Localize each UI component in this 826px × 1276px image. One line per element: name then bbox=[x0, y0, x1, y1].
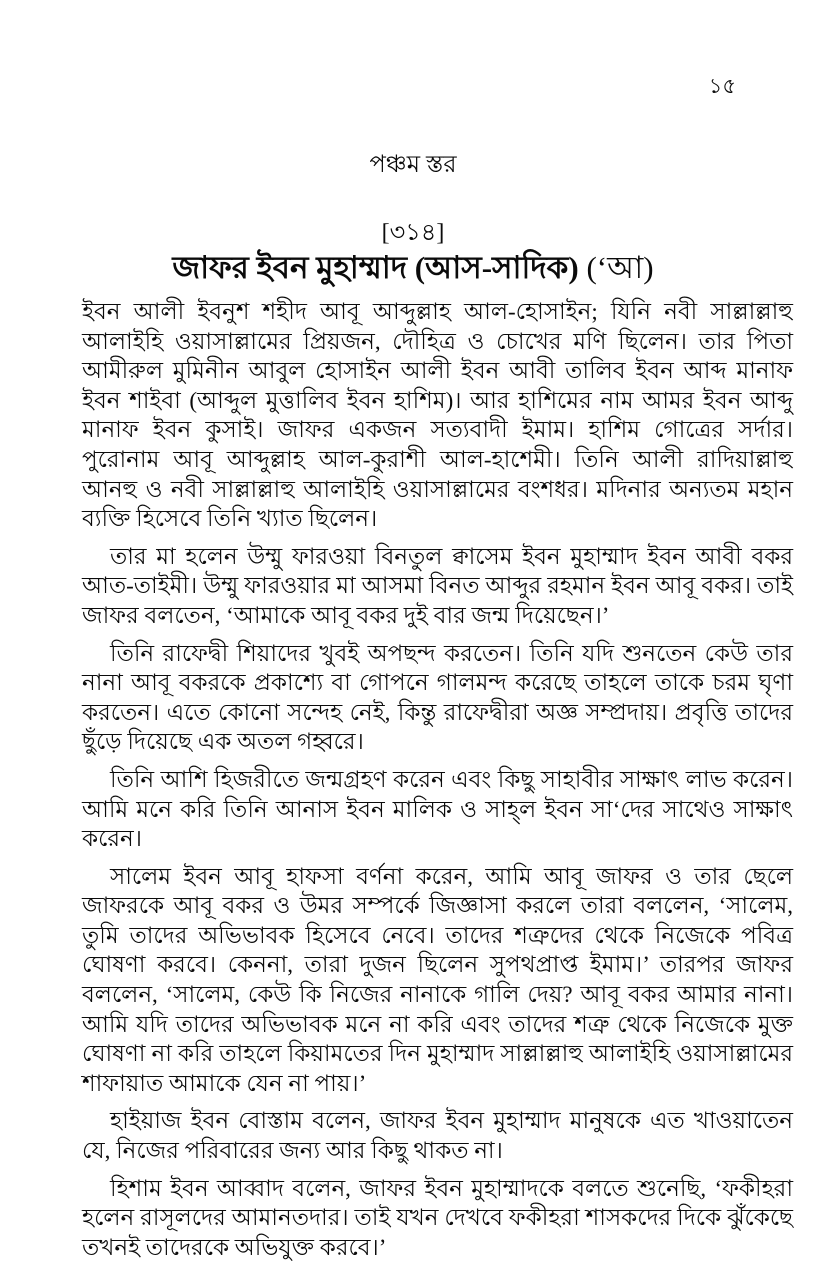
body-paragraph: তার মা হলেন উম্মু ফারওয়া বিনতুল ক্বাসেম ইবন মুহাম্মাদ ইবন আবী বকর আত-তাইমী। উম্মু ফারওয়ার মা আসমা বিনত আব্দুর রহমান ইবন আবূ বকর। তাই জাফর বলতেন, ‘আমাকে আবূ বকর দুই বার জন্ম দিয়েছেন।’ bbox=[82, 543, 793, 628]
entry-title bbox=[0, 247, 826, 289]
body-paragraph: হাইয়াজ ইবন বোস্তাম বলেন, জাফর ইবন মুহাম্মাদ মানুষকে এত খাওয়াতেন যে, নিজের পরিবারের জন্য আর কিছু থাকত না। bbox=[82, 1108, 793, 1164]
body-paragraph: ইবন আলী ইবনুশ শহীদ আবূ আব্দুল্লাহ আল-হোসাইন; যিনি নবী সাল্লাল্লাহু আলাইহি ওয়াসাল্লামের প্রিয়জন, দৌহিত্র ও চোখের মণি ছিলেন। তার পিতা আমীরুল মুমিনীন আবুল হোসাইন আলী ইবন আবী তালিব ইবন আব্দ মানাফ ইবন শাইবা (আব্দুল মুত্তালিব ইবন হাশিম)। আর হাশিমের নাম আমর ইবন আব্দু মানাফ ইবন কুসাই। জাফর একজন সত্যবাদী ইমাম। হাশিম গোত্রের সর্দার। পুরোনাম আবূ আব্দুল্লাহ আল-কুরাশী আল-হাশেমী। তিনি আলী রাদিয়াল্লাহু আনহু ও নবী সাল্লাল্লাহু আলাইহি ওয়াসাল্লামের বংশধর। মদিনার অন্যতম মহান ব্যক্তি হিসেবে তিনি খ্যাত ছিলেন। bbox=[82, 299, 793, 532]
body-paragraph: তিনি আশি হিজরীতে জন্মগ্রহণ করেন এবং কিছু সাহাবীর সাক্ষাৎ লাভ করেন। আমি মনে করি তিনি আনাস ইবন মালিক ও সাহ্‌ল ইবন সা‘দের সাথেও সাক্ষাৎ করেন। bbox=[82, 766, 793, 852]
entry-number: [৩১৪] bbox=[381, 220, 445, 246]
body-paragraph: সালেম ইবন আবূ হাফসা বর্ণনা করেন, আমি আবূ জাফর ও তার ছেলে জাফরকে আবূ বকর ও উমর সম্পর্কে জিজ্ঞাসা করলে তারা বললেন, ‘সালেম, তুমি তাদের অভিভাবক হিসেবে নেবে। তাদের শত্রুদের থেকে নিজেকে পবিত্র ঘোষণা করবে। কেননা, তারা দুজন ছিলেন সুপথপ্রাপ্ত ইমাম।’ তারপর জাফর বললেন, ‘সালেম, কেউ কি নিজের নানাকে গালি দেয়? আবূ বকর আমার নানা। আমি যদি তাদের অভিভাবক মনে না করি এবং তাদের শত্রু থেকে নিজেকে মুক্ত ঘোষণা না করি তাহলে কিয়ামতের দিন মুহাম্মাদ সাল্লাল্লাহু আলাইহি ওয়াসাল্লামের শাফায়াত আমাকে যেন না পায়।’ bbox=[82, 863, 793, 1096]
body-paragraph: হিশাম ইবন আব্বাদ বলেন, জাফর ইবন মুহাম্মাদকে বলতে শুনেছি, ‘ফকীহরা হলেন রাসূলদের আমানতদার। তাই যখন দেখবে ফকীহরা শাসকদের দিকে ঝুঁকেছে তখনই তাদেরকে অভিযুক্ত করবে।’ bbox=[82, 1175, 793, 1260]
page-number: ১৫ bbox=[708, 74, 736, 98]
entry-title-main: জাফর ইবন মুহাম্মাদ (আস-সাদিক) bbox=[172, 250, 579, 285]
body-text bbox=[82, 297, 793, 1262]
body-paragraph: তিনি রাফেদ্বী শিয়াদের খুবই অপছন্দ করতেন। তিনি যদি শুনতেন কেউ তার নানা আবূ বকরকে প্রকাশ্যে বা গোপনে গালমন্দ করেছে তাহলে তাকে চরম ঘৃণা করতেন। এতে কোনো সন্দেহ নেই, কিন্তু রাফেদ্বীরা অজ্ঞ সম্প্রদায়। প্রবৃত্তি তাদের ছুঁড়ে দিয়েছে এক অতল গহ্বরে। bbox=[82, 640, 793, 755]
entry-title-honorific: (‘আ) bbox=[578, 250, 654, 285]
section-heading: পঞ্চম স্তর bbox=[369, 152, 457, 178]
